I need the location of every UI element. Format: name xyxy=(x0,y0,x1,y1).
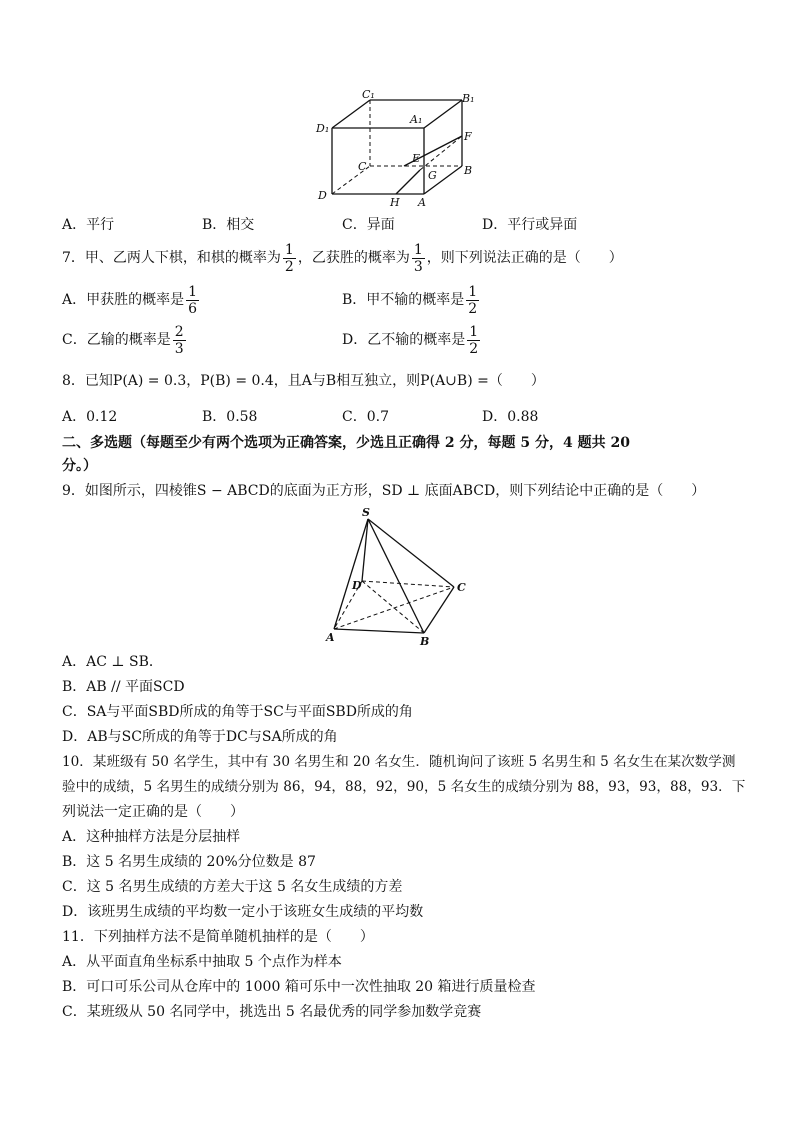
label-d: D xyxy=(318,189,327,202)
q7-b-num: 1 xyxy=(468,283,478,300)
label-b: B xyxy=(420,635,430,647)
label-b1: B₁ xyxy=(462,92,475,105)
q11-option-c: C．某班级从 50 名同学中，挑选出 5 名最优秀的同学参加数学竞赛 xyxy=(62,1004,482,1020)
label-h: H xyxy=(390,196,400,209)
q7-option-c xyxy=(62,322,188,358)
q7-c-text: C．乙输的概率是 xyxy=(62,332,171,348)
q7-stem-suffix: ，则下列说法正确的是（ ） xyxy=(426,250,623,266)
q7-frac1-num: 1 xyxy=(284,241,294,258)
label-a1: A₁ xyxy=(410,113,423,126)
q9-option-b: B．AB // 平面SCD xyxy=(62,679,185,695)
q7-stem-mid: ，乙获胜的概率为 xyxy=(297,250,410,266)
q7-a-den: 6 xyxy=(188,300,198,317)
q11-option-b: B．可口可乐公司从仓库中的 1000 箱可乐中一次性抽取 20 箱进行质量检查 xyxy=(62,979,536,995)
q8-stem: 8．已知P(A) = 0.3，P(B) = 0.4，且A与B相互独立，则P(A∪B) =（ ） xyxy=(62,373,545,389)
label-c: C xyxy=(457,581,466,594)
label-c1: C₁ xyxy=(362,88,375,101)
q7-b-den: 2 xyxy=(468,300,478,317)
q10-option-a: A．这种抽样方法是分层抽样 xyxy=(62,829,241,845)
q7-c-num: 2 xyxy=(174,323,184,340)
q10-stem-line2: 验中的成绩，5 名男生的成绩分别为 86，94，88，92，90，5 名女生的成绩分别为 88，93，93，88，93．下 xyxy=(62,779,746,795)
q7-d-text: D．乙不输的概率是 xyxy=(342,332,466,348)
q8-option-b: B．0.58 xyxy=(202,409,258,425)
q9-option-c: C．SA与平面SBD所成的角等于SC与平面SBD所成的角 xyxy=(62,704,413,720)
q6-option-b: B．相交 xyxy=(202,217,255,233)
q7-option-a xyxy=(62,282,201,318)
q7-b-text: B．甲不输的概率是 xyxy=(342,292,465,308)
label-s: S xyxy=(362,506,370,519)
label-e: E xyxy=(412,152,421,165)
section2-heading-line2: 分。） xyxy=(62,458,97,474)
q9-pyramid-figure xyxy=(322,505,472,647)
q7-frac2-num: 1 xyxy=(413,241,423,258)
q7-frac1-den: 2 xyxy=(284,258,294,275)
q10-option-b: B．这 5 名男生成绩的 20%分位数是 87 xyxy=(62,854,316,870)
q11-option-a: A．从平面直角坐标系中抽取 5 个点作为样本 xyxy=(62,954,342,970)
label-d: D xyxy=(352,579,362,592)
q7-frac2-den: 3 xyxy=(413,258,423,275)
label-a: A xyxy=(326,631,335,644)
label-d1: D₁ xyxy=(316,122,330,135)
q7-a-num: 1 xyxy=(188,283,198,300)
q9-stem: 9．如图所示，四棱锥S − ABCD的底面为正方形，SD ⊥ 底面ABCD，则下列结论中正确的是（ ） xyxy=(62,483,706,499)
label-b: B xyxy=(464,164,473,177)
q8-option-d: D．0.88 xyxy=(482,409,539,425)
q8-option-c: C．0.7 xyxy=(342,409,389,425)
q10-stem-line3: 列说法一定正确的是（ ） xyxy=(62,804,244,820)
q10-option-d: D．该班男生成绩的平均数一定小于该班女生成绩的平均数 xyxy=(62,904,424,920)
section2-heading-line1: 二、多选题（每题至少有两个选项为正确答案，少选且正确得 2 分，每题 5 分，4 题共 20 xyxy=(62,435,630,451)
q7-stem-prefix: 7．甲、乙两人下棋，和棋的概率为 xyxy=(62,250,281,266)
q7-b-frac xyxy=(466,284,479,317)
q6-option-a: A．平行 xyxy=(62,217,115,233)
label-c: C xyxy=(358,160,367,173)
label-a: A xyxy=(418,196,426,209)
q6-box-figure xyxy=(312,88,492,212)
q10-stem-line1: 10．某班级有 50 名学生，其中有 30 名男生和 20 名女生．随机询问了该班 5 名男生和 5 名女生在某次数学测 xyxy=(62,754,736,770)
q9-option-d: D．AB与SC所成的角等于DC与SA所成的角 xyxy=(62,729,338,745)
label-f: F xyxy=(464,130,472,143)
q10-option-c: C．这 5 名男生成绩的方差大于这 5 名女生成绩的方差 xyxy=(62,879,403,895)
q7-a-text: A．甲获胜的概率是 xyxy=(62,292,185,308)
q7-d-frac xyxy=(467,324,480,357)
q7-d-num: 1 xyxy=(469,323,479,340)
q9-option-a: A．AC ⊥ SB． xyxy=(62,654,163,670)
q7-stem xyxy=(62,240,623,276)
q11-stem: 11．下列抽样方法不是简单随机抽样的是（ ） xyxy=(62,929,374,945)
q7-a-frac xyxy=(186,284,199,317)
q7-option-d xyxy=(342,322,482,358)
q8-option-a: A．0.12 xyxy=(62,409,118,425)
q6-option-d: D．平行或异面 xyxy=(482,217,578,233)
q7-c-den: 3 xyxy=(174,340,184,357)
q7-d-den: 2 xyxy=(469,340,479,357)
q7-c-frac xyxy=(173,324,186,357)
q7-frac-draw xyxy=(283,242,296,275)
q7-option-b xyxy=(342,282,481,318)
q7-frac-win xyxy=(412,242,425,275)
q6-option-c: C．异面 xyxy=(342,217,395,233)
label-g: G xyxy=(428,169,437,182)
